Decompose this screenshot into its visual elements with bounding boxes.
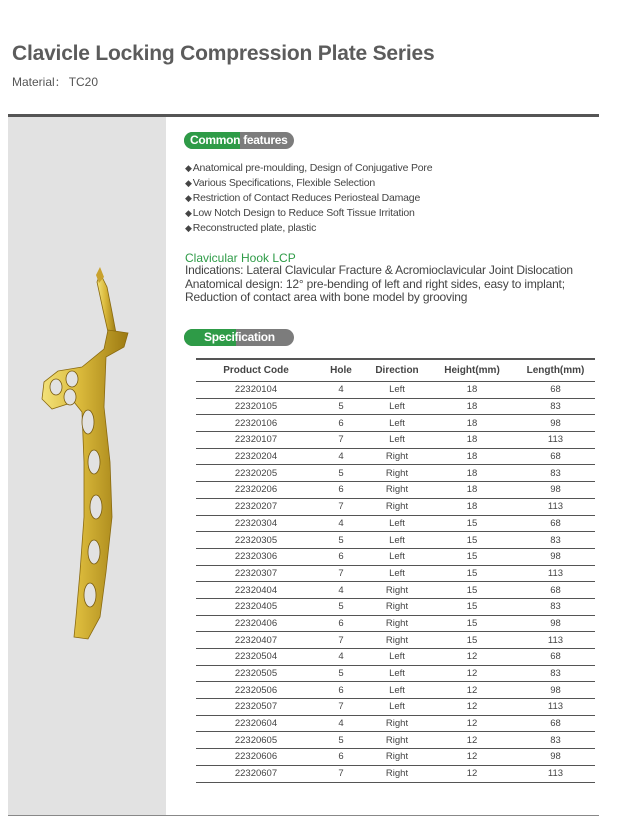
diamond-bullet-icon: ◆ — [185, 178, 192, 188]
column-header: Height(mm) — [428, 359, 516, 382]
table-row — [196, 432, 595, 449]
table-cell: 5 — [316, 665, 366, 682]
table-cell: 113 — [516, 498, 595, 515]
table-cell: 68 — [516, 649, 595, 666]
table-cell: Right — [366, 615, 428, 632]
table-row — [196, 565, 595, 582]
table-cell: 6 — [316, 682, 366, 699]
table-cell: 83 — [516, 398, 595, 415]
specification-label: Specification — [204, 330, 275, 344]
column-header: Length(mm) — [516, 359, 595, 382]
table-row — [196, 649, 595, 666]
table-cell: 22320605 — [196, 732, 316, 749]
table-cell: 68 — [516, 582, 595, 599]
table-row — [196, 632, 595, 649]
table-cell: 68 — [516, 715, 595, 732]
table-cell: Right — [366, 715, 428, 732]
table-cell: 6 — [316, 415, 366, 432]
table-cell: 12 — [428, 749, 516, 766]
table-cell: 22320306 — [196, 548, 316, 565]
table-cell: 5 — [316, 732, 366, 749]
table-cell: 18 — [428, 482, 516, 499]
column-header: Product Code — [196, 359, 316, 382]
features-list — [185, 161, 432, 236]
table-row — [196, 615, 595, 632]
table-cell: 22320505 — [196, 665, 316, 682]
column-header: Direction — [366, 359, 428, 382]
table-cell: 6 — [316, 749, 366, 766]
table-cell: 4 — [316, 715, 366, 732]
column-header: Hole — [316, 359, 366, 382]
table-cell: 83 — [516, 732, 595, 749]
table-row — [196, 532, 595, 549]
table-cell: 12 — [428, 665, 516, 682]
diamond-bullet-icon: ◆ — [185, 163, 192, 173]
table-cell: 22320206 — [196, 482, 316, 499]
table-cell: 22320507 — [196, 699, 316, 716]
table-cell: Right — [366, 498, 428, 515]
table-row — [196, 682, 595, 699]
table-cell: 4 — [316, 382, 366, 399]
table-cell: Right — [366, 482, 428, 499]
table-cell: Left — [366, 415, 428, 432]
table-cell: 12 — [428, 649, 516, 666]
table-cell: 68 — [516, 515, 595, 532]
table-cell: 22320207 — [196, 498, 316, 515]
table-cell: Left — [366, 382, 428, 399]
table-cell: 6 — [316, 615, 366, 632]
page-title: Clavicle Locking Compression Plate Series — [12, 42, 435, 65]
material-value: TC20 — [68, 75, 99, 89]
table-row — [196, 598, 595, 615]
table-cell: Right — [366, 598, 428, 615]
table-cell: 15 — [428, 615, 516, 632]
table-cell: 22320405 — [196, 598, 316, 615]
table-cell: Left — [366, 532, 428, 549]
feature-item: ◆Reconstructed plate, plastic — [185, 222, 317, 234]
material-line — [12, 73, 98, 90]
specification-table — [196, 358, 595, 783]
table-cell: Right — [366, 749, 428, 766]
table-cell: 18 — [428, 432, 516, 449]
table-cell: 98 — [516, 682, 595, 699]
feature-item: ◆Low Notch Design to Reduce Soft Tissue Irritation — [185, 207, 415, 219]
table-cell: 22320204 — [196, 448, 316, 465]
table-cell: 98 — [516, 548, 595, 565]
table-row — [196, 665, 595, 682]
feature-item: ◆Restriction of Contact Reduces Periosteal Damage — [185, 192, 421, 204]
table-cell: Right — [366, 448, 428, 465]
table-cell: 98 — [516, 482, 595, 499]
table-cell: 113 — [516, 565, 595, 582]
specification-badge — [184, 329, 294, 346]
table-cell: 15 — [428, 598, 516, 615]
table-row — [196, 548, 595, 565]
table-cell: 7 — [316, 498, 366, 515]
table-row — [196, 699, 595, 716]
table-cell: 22320304 — [196, 515, 316, 532]
table-cell: 12 — [428, 715, 516, 732]
table-cell: 22320305 — [196, 532, 316, 549]
table-cell: 12 — [428, 765, 516, 782]
table-cell: Left — [366, 515, 428, 532]
table-cell: 22320607 — [196, 765, 316, 782]
table-cell: 4 — [316, 649, 366, 666]
table-cell: 22320406 — [196, 615, 316, 632]
table-cell: Right — [366, 632, 428, 649]
material-label: Material： — [12, 75, 67, 89]
table-row — [196, 765, 595, 782]
table-row — [196, 482, 595, 499]
table-cell: 22320106 — [196, 415, 316, 432]
table-row — [196, 732, 595, 749]
table-cell: Right — [366, 465, 428, 482]
table-cell: 83 — [516, 465, 595, 482]
table-cell: 15 — [428, 565, 516, 582]
table-cell: 18 — [428, 498, 516, 515]
table-cell: 22320407 — [196, 632, 316, 649]
table-row — [196, 582, 595, 599]
product-image-panel — [8, 117, 166, 815]
table-cell: Left — [366, 432, 428, 449]
table-cell: 22320307 — [196, 565, 316, 582]
table-cell: 22320506 — [196, 682, 316, 699]
table-cell: Left — [366, 398, 428, 415]
table-cell: Left — [366, 682, 428, 699]
table-cell: 22320604 — [196, 715, 316, 732]
diamond-bullet-icon: ◆ — [185, 193, 192, 203]
table-cell: 98 — [516, 615, 595, 632]
table-cell: 6 — [316, 482, 366, 499]
table-cell: 7 — [316, 632, 366, 649]
table-cell: Left — [366, 665, 428, 682]
table-cell: 22320606 — [196, 749, 316, 766]
diamond-bullet-icon: ◆ — [185, 223, 192, 233]
design-line: Anatomical design: 12° pre-bending of left and right sides, easy to implant; — [185, 276, 565, 291]
table-cell: 6 — [316, 548, 366, 565]
table-row — [196, 749, 595, 766]
table-cell: 18 — [428, 448, 516, 465]
table-cell: 22320105 — [196, 398, 316, 415]
table-cell: 15 — [428, 532, 516, 549]
table-row — [196, 465, 595, 482]
table-cell: 15 — [428, 548, 516, 565]
table-row — [196, 715, 595, 732]
table-row — [196, 448, 595, 465]
table-cell: 22320504 — [196, 649, 316, 666]
table-cell: Left — [366, 565, 428, 582]
table-cell: 7 — [316, 565, 366, 582]
table-cell: 113 — [516, 632, 595, 649]
table-cell: 7 — [316, 765, 366, 782]
table-cell: 4 — [316, 515, 366, 532]
table-cell: 113 — [516, 432, 595, 449]
table-row — [196, 498, 595, 515]
table-cell: 7 — [316, 432, 366, 449]
table-row — [196, 515, 595, 532]
table-cell: Left — [366, 649, 428, 666]
reduction-line: Reduction of contact area with bone model by grooving — [185, 290, 468, 304]
table-cell: 113 — [516, 699, 595, 716]
table-cell: 83 — [516, 665, 595, 682]
table-cell: 22320107 — [196, 432, 316, 449]
table-cell: Left — [366, 699, 428, 716]
table-cell: Left — [366, 548, 428, 565]
table-cell: 12 — [428, 682, 516, 699]
table-cell: 18 — [428, 465, 516, 482]
product-name: Clavicular Hook LCP — [185, 251, 296, 265]
table-cell: 15 — [428, 632, 516, 649]
feature-item: ◆Anatomical pre-moulding, Design of Conjugative Pore — [185, 162, 433, 174]
table-cell: 5 — [316, 532, 366, 549]
table-cell: 12 — [428, 699, 516, 716]
table-cell: 22320205 — [196, 465, 316, 482]
table-cell: 98 — [516, 415, 595, 432]
table-cell: 7 — [316, 699, 366, 716]
table-cell: 22320104 — [196, 382, 316, 399]
product-description — [185, 264, 605, 305]
table-cell: 4 — [316, 582, 366, 599]
feature-item: ◆Various Specifications, Flexible Selection — [185, 177, 375, 189]
table-cell: Right — [366, 582, 428, 599]
table-cell: 15 — [428, 582, 516, 599]
table-cell: 18 — [428, 382, 516, 399]
table-cell: 83 — [516, 598, 595, 615]
common-features-label: Common features — [190, 133, 288, 147]
table-cell: 15 — [428, 515, 516, 532]
common-features-badge — [184, 132, 294, 149]
table-cell: Right — [366, 765, 428, 782]
clavicle-hook-plate-image — [8, 117, 166, 815]
table-cell: 12 — [428, 732, 516, 749]
table-cell: 18 — [428, 398, 516, 415]
table-cell: 4 — [316, 448, 366, 465]
table-cell: 68 — [516, 382, 595, 399]
table-cell: 98 — [516, 749, 595, 766]
indications-line: Indications: Lateral Clavicular Fracture & Acromioclavicular Joint Dislocation — [185, 263, 573, 277]
table-cell: 113 — [516, 765, 595, 782]
table-row — [196, 415, 595, 432]
table-header-row — [196, 359, 595, 382]
table-cell: 5 — [316, 465, 366, 482]
table-cell: 18 — [428, 415, 516, 432]
table-cell: 5 — [316, 598, 366, 615]
table-cell: 83 — [516, 532, 595, 549]
table-row — [196, 398, 595, 415]
footer-divider — [8, 815, 599, 816]
table-row — [196, 382, 595, 399]
table-cell: 5 — [316, 398, 366, 415]
table-cell: 68 — [516, 448, 595, 465]
table-cell: 22320404 — [196, 582, 316, 599]
diamond-bullet-icon: ◆ — [185, 208, 192, 218]
table-cell: Right — [366, 732, 428, 749]
